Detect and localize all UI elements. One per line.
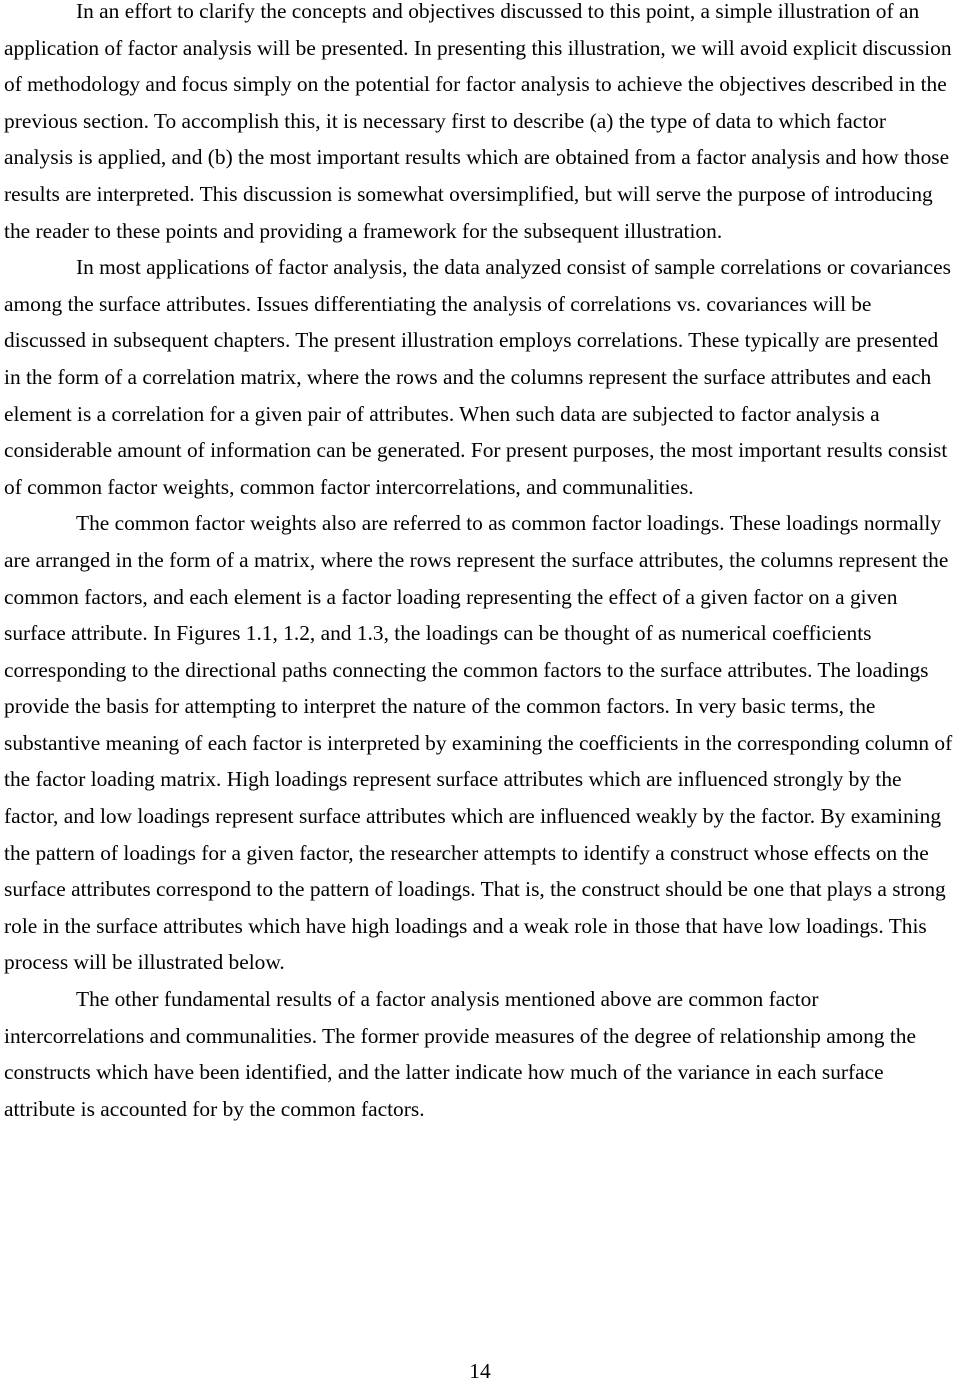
- paragraph: In an effort to clarify the concepts and objectives discussed to this point, a simple illustration of an application of factor analysis will be presented. In presenting this illustration, we will avoid explicit discussion of methodology and focus simply on the potential for factor analysis to achieve the objectives described in the previous section. To accomplish this, it is necessary first to describe (a) the type of data to which factor analysis is applied, and (b) the most important results which are obtained from a factor analysis and how those results are interpreted. This discussion is somewhat oversimplified, but will serve the purpose of introducing the reader to these points and providing a framework for the subsequent illustration.: [4, 0, 952, 243]
- body-text: [4, 0, 957, 1127]
- paragraph: The other fundamental results of a factor analysis mentioned above are common factor intercorrelations and communalities. The former provide measures of the degree of relationship among the constructs which have been identified, and the latter indicate how much of the variance in each surface attribute is accounted for by the common factors.: [4, 987, 916, 1121]
- page-number: 14: [469, 1359, 491, 1383]
- paragraph: The common factor weights also are referred to as common factor loadings. These loadings normally are arranged in the form of a matrix, where the rows represent the surface attributes, the columns represent the common factors, and each element is a factor loading representing the effect of a given factor on a given surface attribute. In Figures 1.1, 1.2, and 1.3, the loadings can be thought of as numerical coefficients corresponding to the directional paths connecting the common factors to the surface attributes. The loadings provide the basis for attempting to interpret the nature of the common factors. In very basic terms, the substantive meaning of each factor is interpreted by examining the coefficients in the corresponding column of the factor loading matrix. High loadings represent surface attributes which are influenced strongly by the factor, and low loadings represent surface attributes which are influenced weakly by the factor. By examining the pattern of loadings for a given factor, the researcher attempts to identify a construct whose effects on the surface attributes correspond to the pattern of loadings. That is, the construct should be one that plays a strong role in the surface attributes which have high loadings and a weak role in those that have low loadings. This process will be illustrated below.: [4, 511, 953, 975]
- paragraph: In most applications of factor analysis, the data analyzed consist of sample correlations or covariances among the surface attributes. Issues differentiating the analysis of correlations vs. covariances will be discussed in subsequent chapters. The present illustration employs correlations. These typically are presented in the form of a correlation matrix, where the rows and the columns represent the surface attributes and each element is a correlation for a given pair of attributes. When such data are subjected to factor analysis a considerable amount of information can be generated. For present purposes, the most important results consist of common factor weights, common factor intercorrelations, and communalities.: [4, 255, 951, 499]
